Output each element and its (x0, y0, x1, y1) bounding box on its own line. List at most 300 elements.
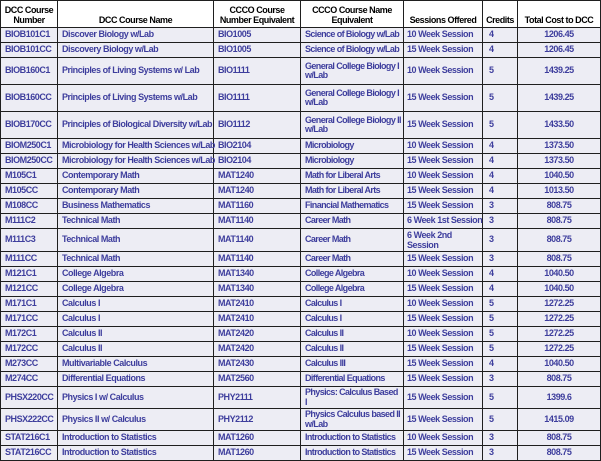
table-row (1, 357, 601, 372)
cell-text: Calculus II (62, 343, 103, 354)
cell-text: 4 (489, 29, 494, 40)
cell-text: 1272.25 (544, 313, 574, 324)
cell-text: Physics Calculus based II w/Lab (305, 409, 401, 429)
cell-ccco-course-number (214, 154, 301, 169)
cell-text: MAT1140 (218, 234, 254, 245)
cell-dcc-course-number (1, 184, 58, 199)
cell-text: MAT1260 (218, 447, 254, 458)
cell-text: Calculus I (305, 313, 342, 324)
cell-text: BIOB101C1 (5, 29, 50, 40)
cell-total-cost (518, 85, 601, 112)
cell-text: 1040.50 (544, 268, 574, 279)
cell-text: 15 Week Session (407, 92, 474, 103)
cell-text: BIO1111 (218, 65, 250, 76)
cell-dcc-course-name (58, 229, 214, 252)
cell-text: Career Math (305, 253, 351, 264)
cell-text: General College Biology II w/Lab (305, 114, 401, 134)
cell-dcc-course-number (1, 342, 58, 357)
cell-text: Technical Math (62, 253, 121, 264)
cell-text: 10 Week Session (407, 65, 474, 76)
cell-credits (483, 372, 518, 387)
cell-credits (483, 267, 518, 282)
cell-ccco-course-name (301, 372, 404, 387)
cell-ccco-course-number (214, 199, 301, 214)
cell-dcc-course-number (1, 357, 58, 372)
cell-text: 808.75 (546, 215, 572, 226)
column-header-ccco-course-number: CCCO Course Number Equivalent (214, 1, 301, 28)
cell-text: Introduction to Statistics (305, 432, 396, 443)
cell-dcc-course-number (1, 446, 58, 461)
cell-text: 1040.50 (544, 170, 574, 181)
cell-text: 10 Week Session (407, 29, 474, 40)
cell-text: 15 Week Session (407, 373, 474, 384)
cell-sessions-offered (404, 446, 483, 461)
cell-sessions-offered (404, 297, 483, 312)
cell-credits (483, 28, 518, 43)
table-row (1, 43, 601, 58)
cell-text: Financial Mathematics (305, 200, 389, 211)
cell-ccco-course-number (214, 112, 301, 139)
cell-text: MAT2410 (218, 313, 254, 324)
cell-text: Business Mathematics (62, 200, 151, 211)
cell-ccco-course-name (301, 312, 404, 327)
cell-sessions-offered (404, 387, 483, 409)
column-header-sessions-offered: Sessions Offered (404, 1, 483, 28)
cell-dcc-course-number (1, 28, 58, 43)
cell-sessions-offered (404, 169, 483, 184)
cell-credits (483, 387, 518, 409)
cell-dcc-course-name (58, 199, 214, 214)
cell-text: M111CC (5, 253, 37, 264)
cell-text: Microbiology for Health Sciences w/Lab (62, 140, 215, 151)
cell-text: PHY2112 (218, 413, 253, 424)
cell-credits (483, 357, 518, 372)
cell-ccco-course-number (214, 85, 301, 112)
cell-text: Career Math (305, 234, 351, 245)
cell-dcc-course-name (58, 139, 214, 154)
cell-credits (483, 282, 518, 297)
cell-credits (483, 214, 518, 229)
cell-ccco-course-name (301, 431, 404, 446)
cell-ccco-course-name (301, 252, 404, 267)
cell-dcc-course-name (58, 85, 214, 112)
cell-sessions-offered (404, 267, 483, 282)
cell-total-cost (518, 214, 601, 229)
cell-text: Multivariable Calculus (62, 358, 148, 369)
cell-text: 3 (489, 253, 494, 264)
cell-sessions-offered (404, 372, 483, 387)
cell-dcc-course-number (1, 139, 58, 154)
table-row (1, 372, 601, 387)
cell-text: 5 (489, 298, 494, 309)
cell-text: Calculus I (62, 298, 101, 309)
cell-total-cost (518, 28, 601, 43)
cell-sessions-offered (404, 43, 483, 58)
cell-text: MAT1340 (218, 283, 254, 294)
cell-credits (483, 43, 518, 58)
cell-text: Calculus II (305, 343, 344, 354)
cell-text: 15 Week Session (407, 185, 474, 196)
cell-text: M111C2 (5, 215, 36, 226)
table-row (1, 229, 601, 252)
cell-total-cost (518, 184, 601, 199)
cell-ccco-course-number (214, 312, 301, 327)
cell-text: 5 (489, 391, 494, 402)
cell-text: M111C3 (5, 234, 36, 245)
cell-text: Discovery Biology w/Lab (62, 44, 159, 55)
cell-text: MAT2410 (218, 298, 254, 309)
cell-dcc-course-number (1, 372, 58, 387)
cell-ccco-course-name (301, 387, 404, 409)
cell-text: BIOM250C1 (5, 140, 51, 151)
cell-ccco-course-name (301, 446, 404, 461)
table-row (1, 446, 601, 461)
cell-dcc-course-name (58, 446, 214, 461)
cell-credits (483, 297, 518, 312)
cell-dcc-course-number (1, 327, 58, 342)
cell-text: 3 (489, 447, 494, 458)
cell-text: Contemporary Math (62, 185, 140, 196)
cell-text: 5 (489, 343, 494, 354)
cell-text: Physics II w/ Calculus (62, 413, 146, 424)
cell-sessions-offered (404, 199, 483, 214)
cell-text: 3 (489, 432, 494, 443)
cell-sessions-offered (404, 282, 483, 297)
cell-ccco-course-number (214, 297, 301, 312)
cell-text: BIOM250CC (5, 155, 53, 166)
cell-sessions-offered (404, 112, 483, 139)
table-row (1, 312, 601, 327)
cell-text: M105C1 (5, 170, 37, 181)
cell-ccco-course-name (301, 28, 404, 43)
cell-text: 6 Week 1st Session (407, 215, 483, 226)
table-row (1, 327, 601, 342)
cell-ccco-course-name (301, 342, 404, 357)
cell-total-cost (518, 252, 601, 267)
cell-total-cost (518, 112, 601, 139)
cell-ccco-course-number (214, 139, 301, 154)
cell-text: 10 Week Session (407, 268, 474, 279)
cell-text: 6 Week 2nd Session (407, 230, 452, 250)
table-row (1, 184, 601, 199)
cell-text: College Algebra (305, 268, 365, 279)
cell-sessions-offered (404, 312, 483, 327)
cell-text: MAT2430 (218, 358, 254, 369)
cell-sessions-offered (404, 58, 483, 85)
cell-text: BIOB101CC (5, 44, 52, 55)
cell-text: M274CC (5, 373, 38, 384)
cell-text: BIO1005 (218, 29, 251, 40)
cell-text: 4 (489, 283, 494, 294)
column-header-ccco-course-name: CCCO Course Name Equivalent (301, 1, 404, 28)
cell-sessions-offered (404, 342, 483, 357)
cell-text: Microbiology (305, 140, 354, 151)
cell-dcc-course-name (58, 282, 214, 297)
cell-credits (483, 139, 518, 154)
cell-dcc-course-name (58, 327, 214, 342)
cell-total-cost (518, 43, 601, 58)
cell-dcc-course-name (58, 297, 214, 312)
cell-text: Principles of Living Systems w/Lab (62, 92, 198, 103)
cell-text: 1415.09 (544, 413, 574, 424)
cell-ccco-course-name (301, 112, 404, 139)
cell-total-cost (518, 312, 601, 327)
cell-dcc-course-number (1, 154, 58, 169)
cell-dcc-course-name (58, 267, 214, 282)
cell-dcc-course-name (58, 28, 214, 43)
column-header-credits: Credits (483, 1, 518, 28)
cell-text: Calculus I (305, 298, 342, 309)
cell-credits (483, 154, 518, 169)
cell-total-cost (518, 409, 601, 431)
cell-text: 15 Week Session (407, 391, 474, 402)
cell-credits (483, 169, 518, 184)
cell-dcc-course-name (58, 252, 214, 267)
cell-ccco-course-name (301, 297, 404, 312)
cell-text: BIO1005 (218, 44, 251, 55)
cell-ccco-course-number (214, 184, 301, 199)
table-row (1, 431, 601, 446)
cell-text: 1013.50 (544, 185, 574, 196)
cell-text: 15 Week Session (407, 200, 474, 211)
cell-text: Technical Math (62, 215, 121, 226)
cell-ccco-course-name (301, 282, 404, 297)
cell-text: MAT1240 (218, 170, 254, 181)
cell-total-cost (518, 342, 601, 357)
cell-text: PHSX222CC (5, 413, 54, 424)
cell-text: 10 Week Session (407, 298, 474, 309)
cell-total-cost (518, 282, 601, 297)
cell-text: 5 (489, 313, 494, 324)
cell-text: 10 Week Session (407, 170, 474, 181)
cell-total-cost (518, 139, 601, 154)
cell-total-cost (518, 431, 601, 446)
cell-text: Discover Biology w/Lab (62, 29, 154, 40)
cell-text: 1399.6 (546, 391, 572, 402)
cell-total-cost (518, 267, 601, 282)
cell-text: 3 (489, 373, 494, 384)
cell-text: MAT1260 (218, 432, 254, 443)
cell-total-cost (518, 154, 601, 169)
cell-text: 4 (489, 170, 494, 181)
cell-text: MAT2420 (218, 343, 254, 354)
table-row (1, 85, 601, 112)
cell-text: MAT1140 (218, 253, 254, 264)
cell-text: 4 (489, 155, 494, 166)
cell-sessions-offered (404, 139, 483, 154)
cell-credits (483, 184, 518, 199)
cell-sessions-offered (404, 184, 483, 199)
cell-ccco-course-number (214, 214, 301, 229)
cell-ccco-course-name (301, 357, 404, 372)
cell-text: 5 (489, 413, 494, 424)
table-row (1, 282, 601, 297)
cell-text: 1206.45 (544, 29, 574, 40)
cell-sessions-offered (404, 85, 483, 112)
table-row (1, 342, 601, 357)
table-row (1, 297, 601, 312)
cell-text: General College Biology I w/Lab (305, 87, 400, 107)
cell-text: 15 Week Session (407, 447, 474, 458)
cell-text: College Algebra (62, 268, 124, 279)
cell-dcc-course-name (58, 342, 214, 357)
cell-text: 15 Week Session (407, 44, 474, 55)
cell-text: M121CC (5, 283, 38, 294)
cell-text: 4 (489, 185, 494, 196)
cell-text: MAT2560 (218, 373, 254, 384)
cell-text: Differential Equations (305, 373, 385, 384)
cell-total-cost (518, 327, 601, 342)
cell-text: Calculus I (62, 313, 101, 324)
cell-text: M172C1 (5, 328, 37, 339)
cell-ccco-course-number (214, 372, 301, 387)
cell-total-cost (518, 169, 601, 184)
cell-dcc-course-name (58, 372, 214, 387)
cell-text: Career Math (305, 215, 351, 226)
cell-text: BIO2104 (218, 155, 251, 166)
cell-text: 15 Week Session (407, 155, 474, 166)
cell-text: Introduction to Statistics (305, 447, 396, 458)
table-row (1, 214, 601, 229)
cell-credits (483, 342, 518, 357)
cell-text: 1272.25 (544, 328, 574, 339)
cell-text: M172CC (5, 343, 38, 354)
cell-ccco-course-number (214, 342, 301, 357)
cell-text: Microbiology for Health Sciences w/Lab (62, 155, 215, 166)
cell-text: Principles of Biological Diversity w/Lab (62, 119, 213, 130)
cell-text: Math for Liberal Arts (305, 185, 381, 196)
cell-text: Physics: Calculus Based I (305, 387, 398, 407)
cell-ccco-course-number (214, 431, 301, 446)
cell-text: BIOB160C1 (5, 65, 50, 76)
cell-dcc-course-number (1, 169, 58, 184)
cell-credits (483, 312, 518, 327)
cell-ccco-course-name (301, 409, 404, 431)
cell-credits (483, 409, 518, 431)
cell-text: Principles of Living Systems w/ Lab (62, 65, 200, 76)
cell-text: BIO2104 (218, 140, 251, 151)
cell-ccco-course-number (214, 409, 301, 431)
cell-text: 4 (489, 358, 494, 369)
cell-dcc-course-number (1, 267, 58, 282)
cell-ccco-course-name (301, 184, 404, 199)
cell-ccco-course-number (214, 58, 301, 85)
cell-text: BIOB160CC (5, 92, 52, 103)
column-header-dcc-course-name: DCC Course Name (58, 1, 214, 28)
cell-ccco-course-number (214, 327, 301, 342)
cell-credits (483, 85, 518, 112)
cell-text: STAT216CC (5, 447, 52, 458)
cell-sessions-offered (404, 327, 483, 342)
cell-text: 1373.50 (544, 155, 574, 166)
cell-dcc-course-name (58, 43, 214, 58)
cell-text: STAT216C1 (5, 432, 50, 443)
cell-text: BIO1111 (218, 92, 250, 103)
cell-text: 4 (489, 44, 494, 55)
cell-text: 808.75 (546, 373, 572, 384)
cell-dcc-course-name (58, 214, 214, 229)
cell-dcc-course-number (1, 312, 58, 327)
cell-credits (483, 446, 518, 461)
cell-ccco-course-name (301, 154, 404, 169)
cell-text: M171C1 (5, 298, 37, 309)
table-row (1, 154, 601, 169)
cell-text: Science of Biology w/Lab (305, 44, 400, 55)
cell-dcc-course-name (58, 387, 214, 409)
cell-text: Math for Liberal Arts (305, 170, 381, 181)
cell-sessions-offered (404, 154, 483, 169)
cell-ccco-course-number (214, 43, 301, 58)
table-row (1, 252, 601, 267)
cell-text: 5 (489, 65, 494, 76)
cell-ccco-course-name (301, 199, 404, 214)
cell-text: Physics I w/ Calculus (62, 391, 144, 402)
cell-sessions-offered (404, 214, 483, 229)
cell-text: 15 Week Session (407, 253, 474, 264)
cell-dcc-course-number (1, 85, 58, 112)
cell-credits (483, 229, 518, 252)
cell-text: 1439.25 (544, 65, 574, 76)
cell-dcc-course-number (1, 229, 58, 252)
cell-dcc-course-number (1, 112, 58, 139)
cell-dcc-course-name (58, 154, 214, 169)
cell-total-cost (518, 199, 601, 214)
cell-total-cost (518, 357, 601, 372)
cell-text: 15 Week Session (407, 358, 474, 369)
cell-text: 4 (489, 268, 494, 279)
cell-text: 5 (489, 328, 494, 339)
cell-credits (483, 431, 518, 446)
cell-ccco-course-name (301, 85, 404, 112)
table-row (1, 28, 601, 43)
cell-ccco-course-number (214, 446, 301, 461)
cell-text: 1040.50 (544, 358, 574, 369)
cell-text: 4 (489, 140, 494, 151)
cell-text: 10 Week Session (407, 328, 474, 339)
cell-text: M108CC (5, 200, 38, 211)
cell-dcc-course-number (1, 409, 58, 431)
cell-dcc-course-number (1, 431, 58, 446)
cell-text: 5 (489, 92, 494, 103)
cell-text: 808.75 (546, 432, 572, 443)
cell-ccco-course-name (301, 139, 404, 154)
cell-text: Differential Equations (62, 373, 146, 384)
cell-text: 808.75 (546, 447, 572, 458)
cell-text: 1433.50 (544, 119, 574, 130)
cell-sessions-offered (404, 28, 483, 43)
table-row (1, 139, 601, 154)
cell-dcc-course-number (1, 43, 58, 58)
cell-credits (483, 252, 518, 267)
cell-text: 15 Week Session (407, 119, 474, 130)
cell-text: MAT1160 (218, 200, 254, 211)
cell-text: PHSX220CC (5, 391, 54, 402)
cell-credits (483, 199, 518, 214)
cell-credits (483, 327, 518, 342)
cell-dcc-course-number (1, 387, 58, 409)
cell-ccco-course-name (301, 327, 404, 342)
cell-text: M105CC (5, 185, 38, 196)
cell-text: 3 (489, 200, 494, 211)
cell-ccco-course-number (214, 357, 301, 372)
cell-text: 15 Week Session (407, 413, 474, 424)
cell-text: Introduction to Statistics (62, 432, 157, 443)
cell-text: M171CC (5, 313, 38, 324)
cell-text: General College Biology I w/Lab (305, 60, 400, 80)
table-row (1, 58, 601, 85)
cell-ccco-course-number (214, 282, 301, 297)
cell-ccco-course-number (214, 169, 301, 184)
